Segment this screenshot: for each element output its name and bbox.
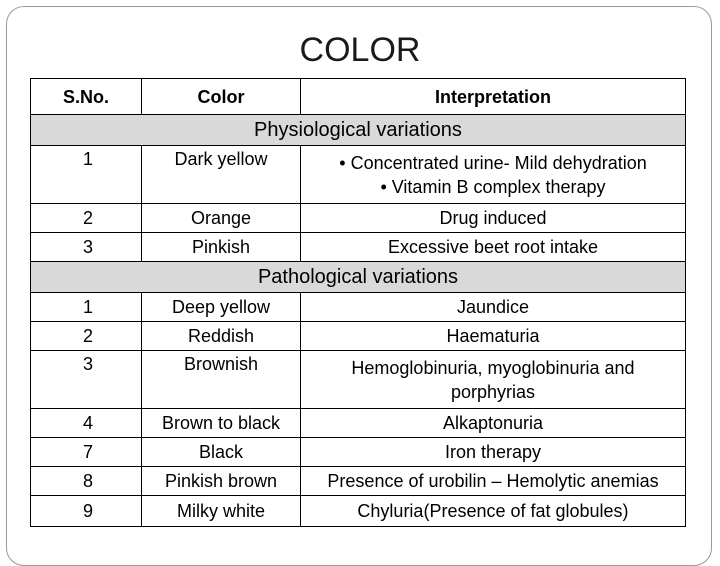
header-color: Color (142, 79, 301, 115)
section-pathological (31, 262, 686, 293)
table-row (31, 146, 686, 204)
table-header-row (31, 79, 686, 115)
row-interpretation: Iron therapy (301, 438, 686, 467)
section-label: Pathological variations (31, 262, 686, 293)
row-interpretation: Drug induced (301, 204, 686, 233)
interpretation-line: porphyrias (450, 381, 536, 402)
row-color: Reddish (142, 322, 301, 351)
table-row (31, 233, 686, 262)
slide-title: COLOR (299, 31, 421, 69)
row-sno: 1 (31, 146, 142, 204)
row-color: Deep yellow (142, 293, 301, 322)
row-interpretation: Chyluria(Presence of fat globules) (301, 496, 686, 527)
row-sno: 4 (31, 409, 142, 438)
row-interpretation: Excessive beet root intake (301, 233, 686, 262)
row-interpretation (301, 351, 686, 409)
header-interpretation: Interpretation (301, 79, 686, 115)
table-row (31, 204, 686, 233)
row-interpretation: Alkaptonuria (301, 409, 686, 438)
interpretation-line: • Vitamin B complex therapy (380, 176, 606, 197)
row-interpretation: Presence of urobilin – Hemolytic anemias (301, 467, 686, 496)
row-color: Black (142, 438, 301, 467)
table-row (31, 409, 686, 438)
table-row (31, 293, 686, 322)
row-sno: 3 (31, 233, 142, 262)
row-color: Orange (142, 204, 301, 233)
table-row (31, 322, 686, 351)
table-row (31, 438, 686, 467)
row-sno: 9 (31, 496, 142, 527)
row-interpretation (301, 146, 686, 204)
table-row (31, 351, 686, 409)
row-color: Milky white (142, 496, 301, 527)
row-interpretation: Jaundice (301, 293, 686, 322)
section-physiological (31, 115, 686, 146)
row-interpretation: Haematuria (301, 322, 686, 351)
table-row (31, 467, 686, 496)
table-row (31, 496, 686, 527)
urine-color-table (30, 78, 686, 527)
row-color: Dark yellow (142, 146, 301, 204)
header-sno: S.No. (31, 79, 142, 115)
row-sno: 2 (31, 322, 142, 351)
interpretation-line: Hemoglobinuria, myoglobinuria and (351, 357, 635, 378)
row-sno: 1 (31, 293, 142, 322)
row-color: Pinkish brown (142, 467, 301, 496)
row-sno: 8 (31, 467, 142, 496)
row-sno: 7 (31, 438, 142, 467)
row-color: Brown to black (142, 409, 301, 438)
interpretation-line: • Concentrated urine- Mild dehydration (339, 152, 647, 173)
row-color: Brownish (142, 351, 301, 409)
row-color: Pinkish (142, 233, 301, 262)
row-sno: 3 (31, 351, 142, 409)
section-label: Physiological variations (31, 115, 686, 146)
row-sno: 2 (31, 204, 142, 233)
